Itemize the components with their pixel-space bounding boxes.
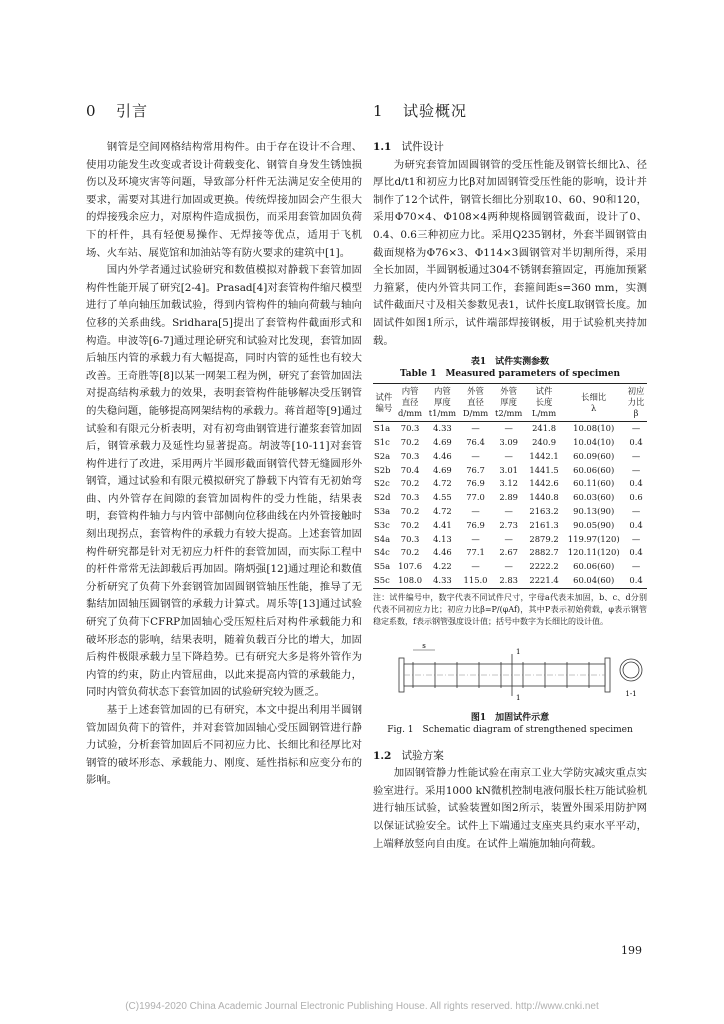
table-cell: 60.06(60) [573,464,615,475]
table-cell: 70.3 [400,492,420,503]
table-row [373,533,647,547]
table-cell: 70.3 [400,533,420,544]
table-row [373,464,647,478]
table-header-line: L/mm [531,408,557,419]
table-cell: — [504,533,513,544]
table-row [373,422,647,436]
section-heading-intro [86,100,362,121]
section-number: 1 [373,102,384,120]
table-cell: — [631,561,641,572]
page-number: 199 [621,944,642,957]
table-cell: 60.11(60) [573,478,615,489]
table-cell: 4.46 [433,547,452,558]
parameters-table [373,383,647,589]
table-cell: S3c [374,519,390,530]
table-cell: 119.97(120) [567,533,620,544]
table-cell: — [471,450,480,461]
table-header-line: 初应 [627,386,645,397]
table-cell: S5a [374,561,391,572]
design-paragraph: 为研究套管加固圆钢管的受压性能及钢管长细比λ、径厚比d/t1和初应力比β对加固钢管受压性能的影响，设计并制作了12个试件，钢管长细比分别取10、60、90和120，采用Φ70×4、Φ108×4两种规格圆钢管截面，设计了0、0.4、0.6三种初应力比。采用Q235钢材，外套半圆钢管由截面规格为Φ76×3、Φ114×3圆钢管对半切割所得，采用全长加固，半圆钢板通过304不锈钢套箍固定，再施加预紧力箍紧，使内外管共同工作，套箍间距s=360 mm，实测试件截面尺寸及相关参数见表1，试件长度L取钢管长度。加固试件如图1所示，试件端部焊接钢板，用于试验机夹持加载。 [373,158,647,347]
table-cell: 2.73 [499,519,518,530]
section-title: 试验概况 [403,102,468,120]
table-title-en: Table 1 Measured parameters of specimen [399,369,621,380]
table-note: 注：试件编号中，数字代表不同试件尺寸，字母a代表未加固，b、c、d分别代表不同初应力比；初应力比β=P/(φAf)，其中P表示初始荷载，φ表示钢管稳定系数，f表示钢管强度设计值；括号中数字为长细比的设计值。 [373,592,647,626]
table-header-line: D/mm [462,408,489,419]
table-cell: 120.11(120) [567,547,620,558]
table-cell: 1440.8 [529,492,559,503]
table-header-line: 长度 [535,397,553,408]
section-mark-bottom: 1 [516,693,521,702]
spacing-label: s [422,641,426,650]
figure-caption [373,712,647,736]
table-row [373,436,647,450]
table-header-line: 编号 [375,402,393,413]
table-body [373,422,647,589]
table-header-line: 内管 [401,386,419,397]
table-row [373,477,647,491]
table-cell: 70.2 [400,478,420,489]
table-header-line: 厚度 [434,397,451,408]
table-cell: 0.4 [629,519,643,530]
table-cell: 4.69 [433,464,452,475]
table-cell: S5c [373,574,395,588]
table-header-line: 试件 [375,391,393,402]
intro-paragraph-3: 基于上述套管加固的已有研究，本文中提出利用半圆钢管加固负荷下的管件，并对套管加固轴心受压圆钢管进行静力试验，分析套管加固后不同初应力比、长细比和径厚比对钢管的破坏形态、承载能力、刚度、延性指标和应变分布的影响。 [86,704,362,787]
table-cell: — [631,464,641,475]
table-header-cell [425,384,459,422]
table-header-line: t1/mm [428,408,457,419]
table-row [373,574,647,588]
table-cell: — [631,423,641,434]
table-cell: 0.6 [629,492,643,503]
subsection-heading-design [373,139,647,157]
specimen-diagram [373,640,647,706]
table-cell: 76.9 [466,519,485,530]
right-column [373,100,647,853]
table-cell: 107.6 [398,561,423,572]
subsection-title: 试件设计 [401,141,444,153]
table-cell: — [471,423,480,434]
table-cell: 70.3 [400,450,420,461]
table-cell: 70.4 [400,464,420,475]
cross-section-inner [623,662,639,678]
table-cell: 4.22 [433,561,452,572]
table-cell: — [504,561,513,572]
intro-paragraph-1: 钢管是空间网格结构常用构件。由于存在设计不合理、使用功能发生改变或者设计荷载变化、钢管自身发生锈蚀损伤以及环境灾害等问题，导致部分杆件无法满足安全使用的要求，需要对其进行加固或更换。传统焊接加固会产生很大的焊接残余应力，对原构件造成损伤，而采用套管加固负荷下的杆件，具有轻便易操作、无焊接等优点，适用于飞机场、火车站、展览馆和加油站等有防火要求的建筑中[1]。 [86,141,362,259]
scheme-paragraph: 加固钢管静力性能试验在南京工业大学防灾减灾重点实验室进行。采用1000 kN微机控制电液伺服长柱万能试验机进行轴压试验，试验装置如图2所示，装置外围采用防护网以保证试验安全。试件上下端通过支座夹具约束水平平动，上端释放竖向自由度。在试件上端施加轴向荷载。 [373,767,647,850]
table-header-line: d/mm [398,408,423,419]
table-cell: 2882.7 [529,547,559,558]
table-cell: 0.4 [629,478,643,489]
table-cell: S4a [374,533,391,544]
table-header-line: 直径 [467,397,484,408]
figure-title-zh: 图1 加固试件示意 [470,712,550,723]
table-header-line: 长细比 [581,391,607,402]
left-column [86,100,362,790]
cross-section-label: 1-1 [625,689,637,698]
table-cell: 4.46 [433,450,452,461]
table-cell: 4.41 [433,519,452,530]
table-cell: 4.33 [433,423,452,434]
table-cell: 76.4 [466,436,485,447]
copyright-footer: (C)1994-2020 China Academic Journal Electronic Publishing House. All rights reserved. http://www.cnki.net [125,1001,599,1012]
table-cell: 4.33 [425,574,459,588]
table-caption [373,356,647,380]
table-header-cell [395,384,425,422]
table-header-cell [526,384,563,422]
table-cell: 70.2 [400,505,420,516]
table-cell: 70.3 [400,423,420,434]
table-cell: 115.0 [460,574,492,588]
subsection-title: 试验方案 [401,749,444,762]
table-cell: 10.04(10) [573,436,615,447]
table-cell: 0.4 [625,574,647,588]
table-cell: 108.0 [395,574,425,588]
table-header-line: λ [591,402,597,413]
table-cell: — [504,505,513,516]
table-header-line: 外管 [500,386,518,397]
table-cell: — [504,423,513,434]
table-header-line: 外管 [467,386,484,397]
table-cell: 60.03(60) [573,492,615,503]
figure-specimen [373,640,647,706]
table-cell: 76.9 [466,478,485,489]
table-cell: — [471,561,480,572]
table-cell: 77.1 [466,547,485,558]
table-header-line: 试件 [535,386,553,397]
table-cell: 60.06(60) [573,561,615,572]
table-header-line: 力比 [627,397,645,408]
table-cell: 90.13(90) [573,505,615,516]
subsection-heading-scheme [373,748,647,766]
table-cell: 1442.6 [529,478,559,489]
table-cell: 2.89 [499,492,518,503]
table-header-cell [492,384,526,422]
table-cell: 1442.1 [529,450,559,461]
table-header-line: 厚度 [500,397,518,408]
table-cell: 10.08(10) [573,423,615,434]
subsection-number: 1.2 [373,749,392,762]
table-cell: 3.01 [499,464,518,475]
table-cell: — [631,505,641,516]
table-cell: 2222.2 [529,561,559,572]
table-title-zh: 表1 试件实测参数 [470,357,550,368]
table-cell: 70.2 [400,436,420,447]
end-plate-left [399,658,404,692]
table-cell: 77.0 [466,492,485,503]
table-header-line: 直径 [401,397,419,408]
table-header-line: t2/mm [494,408,523,419]
table-cell: 2221.4 [526,574,563,588]
table-cell: 70.2 [400,519,420,530]
table-cell: S1c [374,436,390,447]
table-row [373,450,647,464]
table-header-cell [373,384,395,422]
table-cell: 4.72 [433,478,452,489]
table-row [373,505,647,519]
table-cell: 240.9 [532,436,557,447]
table-header-cell [562,384,625,422]
table-cell: 2.67 [499,547,518,558]
table-cell: 241.8 [532,423,557,434]
table-cell: — [471,505,480,516]
table-cell: 4.13 [433,533,452,544]
section-number: 0 [86,102,97,120]
table-header-line: 内管 [434,386,451,397]
table-cell: 60.09(60) [573,450,615,461]
table-cell: 4.55 [433,492,452,503]
table-cell: — [504,450,513,461]
table-cell: S2b [374,464,391,475]
figure-title-en: Fig. 1 Schematic diagram of strengthened specimen [387,724,633,735]
table-row [373,491,647,505]
table-cell: 70.2 [400,547,420,558]
table-cell: 2163.2 [529,505,559,516]
table-cell: 60.04(60) [562,574,625,588]
table-cell: 4.69 [433,436,452,447]
section-title: 引言 [116,102,149,120]
table-cell: 4.72 [433,505,452,516]
table-cell: 1441.5 [529,464,559,475]
table-cell: 90.05(90) [573,519,615,530]
intro-paragraph-2: 国内外学者通过试验研究和数值模拟对静载下套管加固构件性能开展了研究[2-4]。Prasad[4]对套管构件缩尺模型进行了单向轴压加载试验，得到内管构件的轴向荷载与轴向位移的关系曲线。Sridhara[5]提出了套管构件截面形式和构造。申波等[6-7]通过理论研究和试验对比发现，套管加固后轴压内管的承载力有大幅提高，同时内管的延性也有较大改善。王奇胜等[8]以某一网架工程为例，研究了套管加固法对提高结构承载力的效果，表明套管构件能够解决受压钢管的失稳问题，能够提高网架结构的承载力。蒋首超等[9]通过试验和有限元分析表明，对有初弯曲钢管进行灌浆套管加固后，钢管承载力及延性均显著提高。胡波等[10-11]对套管构件进行了改进，采用两片半圆形截面钢管代替无缝圆形外钢管，通过试验和有限元模拟研究了静载下内管有无初始弯曲、内外管存在间隙的套管加固构件的受力性能，结果表明，套管构件轴力与内管中部侧向位移曲线在内外管接触时刻出现拐点，套管构件的承载力有较大提高。上述套管加固构件研究都是针对无初应力杆件的套管加固，而实际工程中的杆件常常无法卸载后再加固。隋炳强[12]通过理论和数值分析研究了负荷下外套钢管加固圆钢管轴压性能，推导了无黏结加固轴压圆钢管的承载力计算式。周乐等[13]通过试验研究了负荷下CFRP加固轴心受压短柱后对构件承载能力和破坏形态的影响，结果表明，随着负载百分比的增大，加固后构件极限承载力呈下降趋势。已有研究大多是将外管作为内管的约束，防止内管屈曲，以此来提高内管的承载能力，同时内管负荷状态下套管加固的试验研究较为匮乏。 [86,264,362,699]
table-cell: 3.12 [499,478,518,489]
table-cell: S4c [374,547,390,558]
table-cell: 2.83 [492,574,526,588]
table-cell: — [631,533,641,544]
table-cell: 0.4 [629,436,643,447]
section-heading-overview [373,100,647,121]
table-cell: — [471,533,480,544]
subsection-number: 1.1 [373,141,392,153]
table-cell: 76.7 [466,464,485,475]
table-header-line: β [633,408,639,419]
table-row [373,560,647,574]
end-plate-right [605,658,610,692]
table-header-cell [460,384,492,422]
table-cell: S3a [374,505,391,516]
table-cell: S2c [374,478,390,489]
table-cell: 0.4 [629,547,643,558]
table-cell: S2d [374,492,391,503]
table-cell: S1a [374,423,391,434]
table-cell: — [631,450,641,461]
table-cell: 2879.2 [529,533,559,544]
table-cell: S2a [374,450,391,461]
table-header-row [373,384,647,422]
table-row [373,546,647,560]
section-mark-top: 1 [516,647,521,656]
table-cell: 2161.3 [529,519,559,530]
table-row [373,519,647,533]
table-cell: 3.09 [499,436,518,447]
table-header-cell [625,384,647,422]
